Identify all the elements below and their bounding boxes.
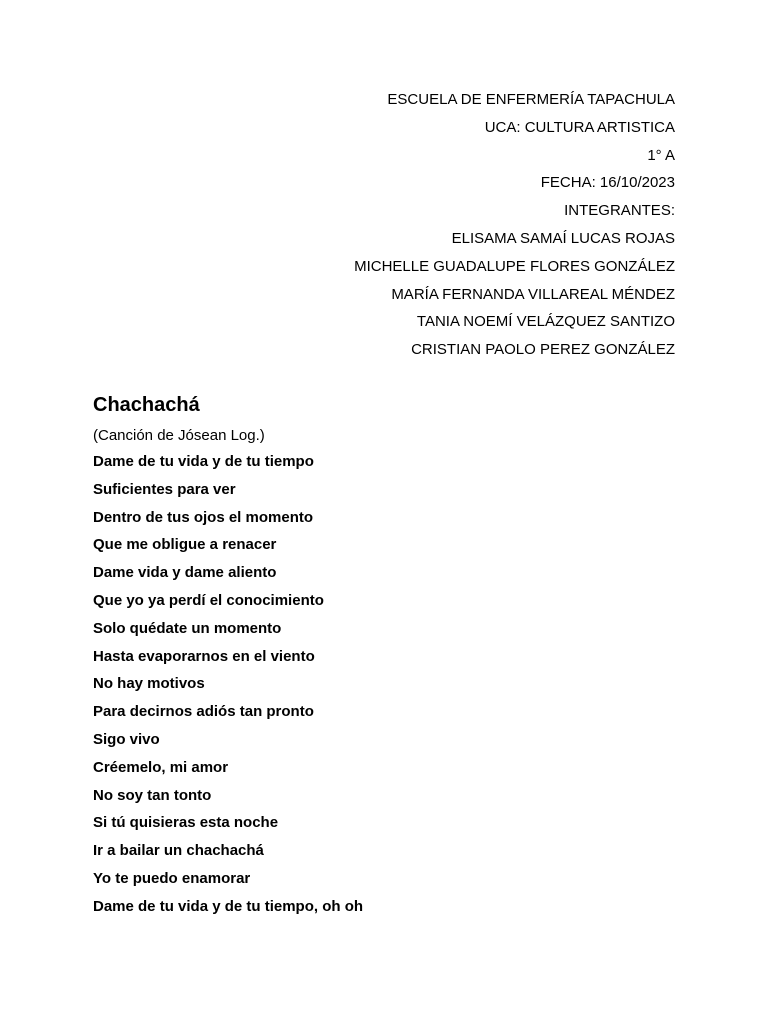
lyric-line: Si tú quisieras esta noche: [93, 814, 279, 832]
lyric-line: Dame de tu vida y de tu tiempo: [93, 453, 314, 470]
lyric-line: Dame de tu vida y de tu tiempo, oh oh: [93, 897, 364, 915]
document-date: FECHA: 16/10/2023: [540, 174, 675, 192]
school-name: ESCUELA DE ENFERMERÍA TAPACHULA: [387, 91, 675, 108]
member-name: ELISAMA SAMAÍ LUCAS ROJAS: [451, 229, 675, 247]
lyric-line: Solo quédate un momento: [93, 619, 282, 637]
lyric-line: Dame vida y dame aliento: [93, 564, 277, 582]
lyric-line: Que me obligue a renacer: [93, 536, 277, 554]
lyric-line: Sigo vivo: [93, 730, 160, 748]
lyric-line: Que yo ya perdí el conocimiento: [93, 591, 324, 609]
song-section: [93, 391, 693, 921]
lyric-line: Hasta evaporarnos en el viento: [93, 647, 315, 665]
member-name: MICHELLE GUADALUPE FLORES GONZÁLEZ: [354, 257, 675, 275]
song-credit: (Canción de Jósean Log.): [93, 427, 265, 444]
group-name: 1° A: [647, 146, 675, 164]
course-name: UCA: CULTURA ARTISTICA: [484, 118, 675, 136]
lyric-line: Suficientes para ver: [93, 480, 236, 498]
song-title: Chachachá: [93, 394, 200, 416]
member-name: MARÍA FERNANDA VILLAREAL MÉNDEZ: [391, 285, 675, 303]
lyric-line: No hay motivos: [93, 675, 205, 693]
lyric-line: Ir a bailar un chachachá: [93, 842, 264, 860]
lyric-line: Dentro de tus ojos el momento: [93, 508, 314, 526]
lyrics: [93, 448, 693, 921]
member-name: CRISTIAN PAOLO PEREZ GONZÁLEZ: [411, 341, 675, 359]
lyric-line: No soy tan tonto: [93, 786, 212, 804]
members-label: INTEGRANTES:: [564, 202, 675, 220]
member-name: TANIA NOEMÍ VELÁZQUEZ SANTIZO: [416, 313, 675, 331]
lyric-line: Créemelo, mi amor: [93, 758, 229, 776]
lyric-line: Yo te puedo enamorar: [93, 869, 251, 887]
document-header: [75, 86, 675, 364]
lyric-line: Para decirnos adiós tan pronto: [93, 703, 314, 721]
